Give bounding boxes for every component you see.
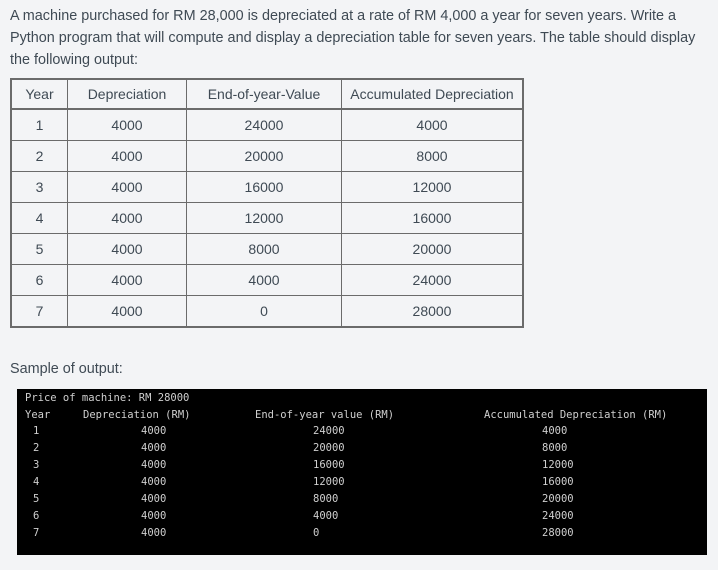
depreciation-table	[10, 78, 524, 328]
terminal-cell-end-of-year-value: 8000	[313, 493, 339, 505]
terminal-cell-depreciation: 4000	[141, 459, 167, 471]
terminal-cell-year: 3	[33, 459, 40, 471]
cell-accumulated-depreciation: 4000	[342, 109, 524, 141]
terminal-cell-end-of-year-value: 16000	[313, 459, 345, 471]
cell-end-of-year-value: 16000	[187, 172, 342, 203]
table-row	[11, 296, 523, 328]
cell-end-of-year-value: 4000	[187, 265, 342, 296]
cell-end-of-year-value: 20000	[187, 141, 342, 172]
terminal-cell-accumulated-depreciation: 24000	[542, 510, 574, 522]
terminal-cell-end-of-year-value: 0	[313, 527, 320, 539]
terminal-cell-accumulated-depreciation: 8000	[542, 442, 568, 454]
header-year: Year	[11, 79, 68, 109]
cell-depreciation: 4000	[68, 141, 187, 172]
header-end-of-year-value: End-of-year-Value	[187, 79, 342, 109]
cell-year: 3	[11, 172, 68, 203]
cell-accumulated-depreciation: 8000	[342, 141, 524, 172]
cell-depreciation: 4000	[68, 203, 187, 234]
cell-accumulated-depreciation: 24000	[342, 265, 524, 296]
terminal-cell-depreciation: 4000	[141, 442, 167, 454]
header-depreciation: Depreciation	[68, 79, 187, 109]
table-row	[11, 172, 523, 203]
cell-year: 2	[11, 141, 68, 172]
terminal-cell-accumulated-depreciation: 28000	[542, 527, 574, 539]
terminal-cell-depreciation: 4000	[141, 476, 167, 488]
terminal-cell-year: 5	[33, 493, 40, 505]
terminal-cell-depreciation: 4000	[141, 527, 167, 539]
terminal-cell-end-of-year-value: 12000	[313, 476, 345, 488]
cell-depreciation: 4000	[68, 265, 187, 296]
table-row	[11, 234, 523, 265]
terminal-cell-year: 6	[33, 510, 40, 522]
cell-depreciation: 4000	[68, 296, 187, 328]
terminal-header-end-of-year-value: End-of-year value (RM)	[255, 409, 395, 421]
cell-end-of-year-value: 8000	[187, 234, 342, 265]
cell-year: 5	[11, 234, 68, 265]
header-accumulated-depreciation: Accumulated Depreciation	[342, 79, 524, 109]
cell-year: 6	[11, 265, 68, 296]
terminal-cell-year: 7	[33, 527, 40, 539]
cell-year: 1	[11, 109, 68, 141]
cell-accumulated-depreciation: 28000	[342, 296, 524, 328]
terminal-header-accumulated-depreciation: Accumulated Depreciation (RM)	[484, 409, 668, 421]
table-header-row	[11, 79, 523, 109]
terminal-output	[17, 389, 707, 555]
cell-end-of-year-value: 24000	[187, 109, 342, 141]
cell-year: 7	[11, 296, 68, 328]
terminal-cell-end-of-year-value: 24000	[313, 425, 345, 437]
terminal-cell-depreciation: 4000	[141, 510, 167, 522]
terminal-cell-end-of-year-value: 20000	[313, 442, 345, 454]
terminal-cell-accumulated-depreciation: 20000	[542, 493, 574, 505]
table-row	[11, 109, 523, 141]
cell-accumulated-depreciation: 16000	[342, 203, 524, 234]
cell-end-of-year-value: 0	[187, 296, 342, 328]
terminal-cell-depreciation: 4000	[141, 425, 167, 437]
terminal-header-depreciation: Depreciation (RM)	[83, 409, 191, 421]
terminal-cell-accumulated-depreciation: 4000	[542, 425, 568, 437]
cell-depreciation: 4000	[68, 172, 187, 203]
cell-end-of-year-value: 12000	[187, 203, 342, 234]
cell-accumulated-depreciation: 12000	[342, 172, 524, 203]
terminal-cell-accumulated-depreciation: 12000	[542, 459, 574, 471]
cell-year: 4	[11, 203, 68, 234]
table-row	[11, 203, 523, 234]
terminal-cell-accumulated-depreciation: 16000	[542, 476, 574, 488]
question-text: A machine purchased for RM 28,000 is depreciated at a rate of RM 4,000 a year for seven years. Write a Python program that will compute and display a depreciation table for seven years. The table should display the following output:	[10, 8, 696, 68]
terminal-cell-year: 1	[33, 425, 40, 437]
terminal-cell-year: 4	[33, 476, 40, 488]
table-row	[11, 265, 523, 296]
table-row	[11, 141, 523, 172]
cell-depreciation: 4000	[68, 234, 187, 265]
terminal-cell-year: 2	[33, 442, 40, 454]
terminal-cell-depreciation: 4000	[141, 493, 167, 505]
cell-accumulated-depreciation: 20000	[342, 234, 524, 265]
terminal-header-year: Year	[25, 409, 51, 421]
cell-depreciation: 4000	[68, 109, 187, 141]
sample-output-label: Sample of output:	[10, 361, 123, 377]
terminal-cell-end-of-year-value: 4000	[313, 510, 339, 522]
price-line: Price of machine: RM 28000	[25, 392, 190, 404]
